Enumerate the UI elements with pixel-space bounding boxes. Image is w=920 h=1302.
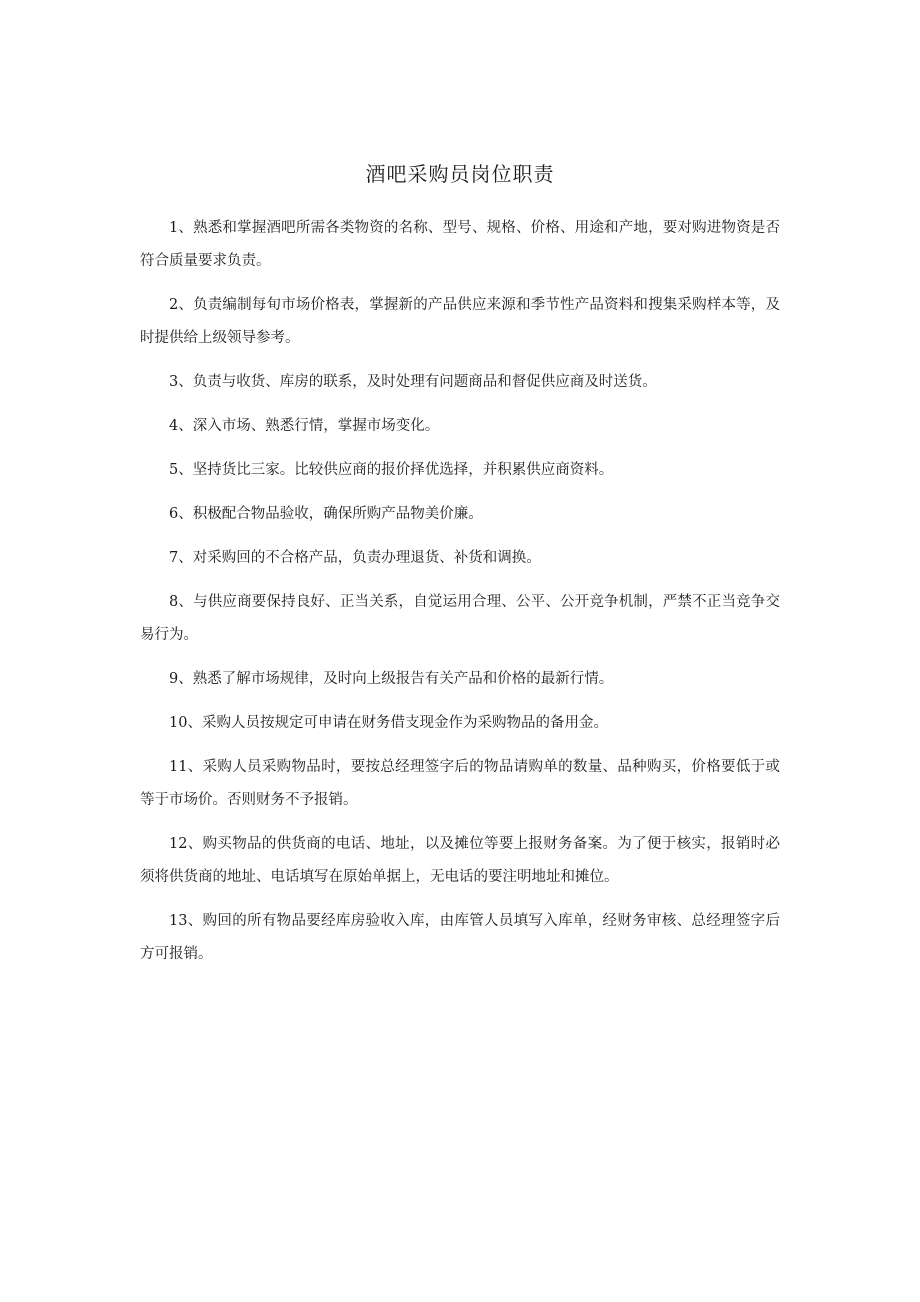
document-body bbox=[140, 212, 780, 982]
paragraph-10: 10、采购人员按规定可申请在财务借支现金作为采购物品的备用金。 bbox=[169, 715, 608, 731]
paragraph-4: 4、深入市场、熟悉行情，掌握市场变化。 bbox=[169, 418, 440, 434]
page-title: 酒吧采购员岗位职责 bbox=[365, 162, 555, 186]
paragraph-2: 2、负责编制每旬市场价格表，掌握新的产品供应来源和季节性产品资料和搜集采购样本等，及时提供给上级领导参考。 bbox=[140, 297, 780, 346]
paragraph-7: 7、对采购回的不合格产品，负责办理退货、补货和调换。 bbox=[169, 550, 541, 566]
paragraph-8: 8、与供应商要保持良好、正当关系，自觉运用合理、公平、公开竞争机制，严禁不正当竞争交易行为。 bbox=[140, 594, 780, 643]
paragraph-12: 12、购买物品的供货商的电话、地址，以及摊位等要上报财务备案。为了便于核实，报销时必须将供货商的地址、电话填写在原始单据上，无电话的要注明地址和摊位。 bbox=[140, 836, 780, 885]
paragraph-11: 11、采购人员采购物品时，要按总经理签字后的物品请购单的数量、品种购买，价格要低于或等于市场价。否则财务不予报销。 bbox=[140, 759, 780, 808]
paragraph-3: 3、负责与收货、库房的联系，及时处理有问题商品和督促供应商及时送货。 bbox=[169, 374, 657, 390]
paragraph-5: 5、坚持货比三家。比较供应商的报价择优选择，并积累供应商资料。 bbox=[169, 462, 614, 478]
paragraph-6: 6、积极配合物品验收，确保所购产品物美价廉。 bbox=[169, 506, 483, 522]
paragraph-1: 1、熟悉和掌握酒吧所需各类物资的名称、型号、规格、价格、用途和产地，要对购进物资是否符合质量要求负责。 bbox=[140, 220, 780, 269]
paragraph-9: 9、熟悉了解市场规律，及时向上级报告有关产品和价格的最新行情。 bbox=[169, 671, 614, 687]
paragraph-13: 13、购回的所有物品要经库房验收入库，由库管人员填写入库单，经财务审核、总经理签字后方可报销。 bbox=[140, 913, 780, 962]
